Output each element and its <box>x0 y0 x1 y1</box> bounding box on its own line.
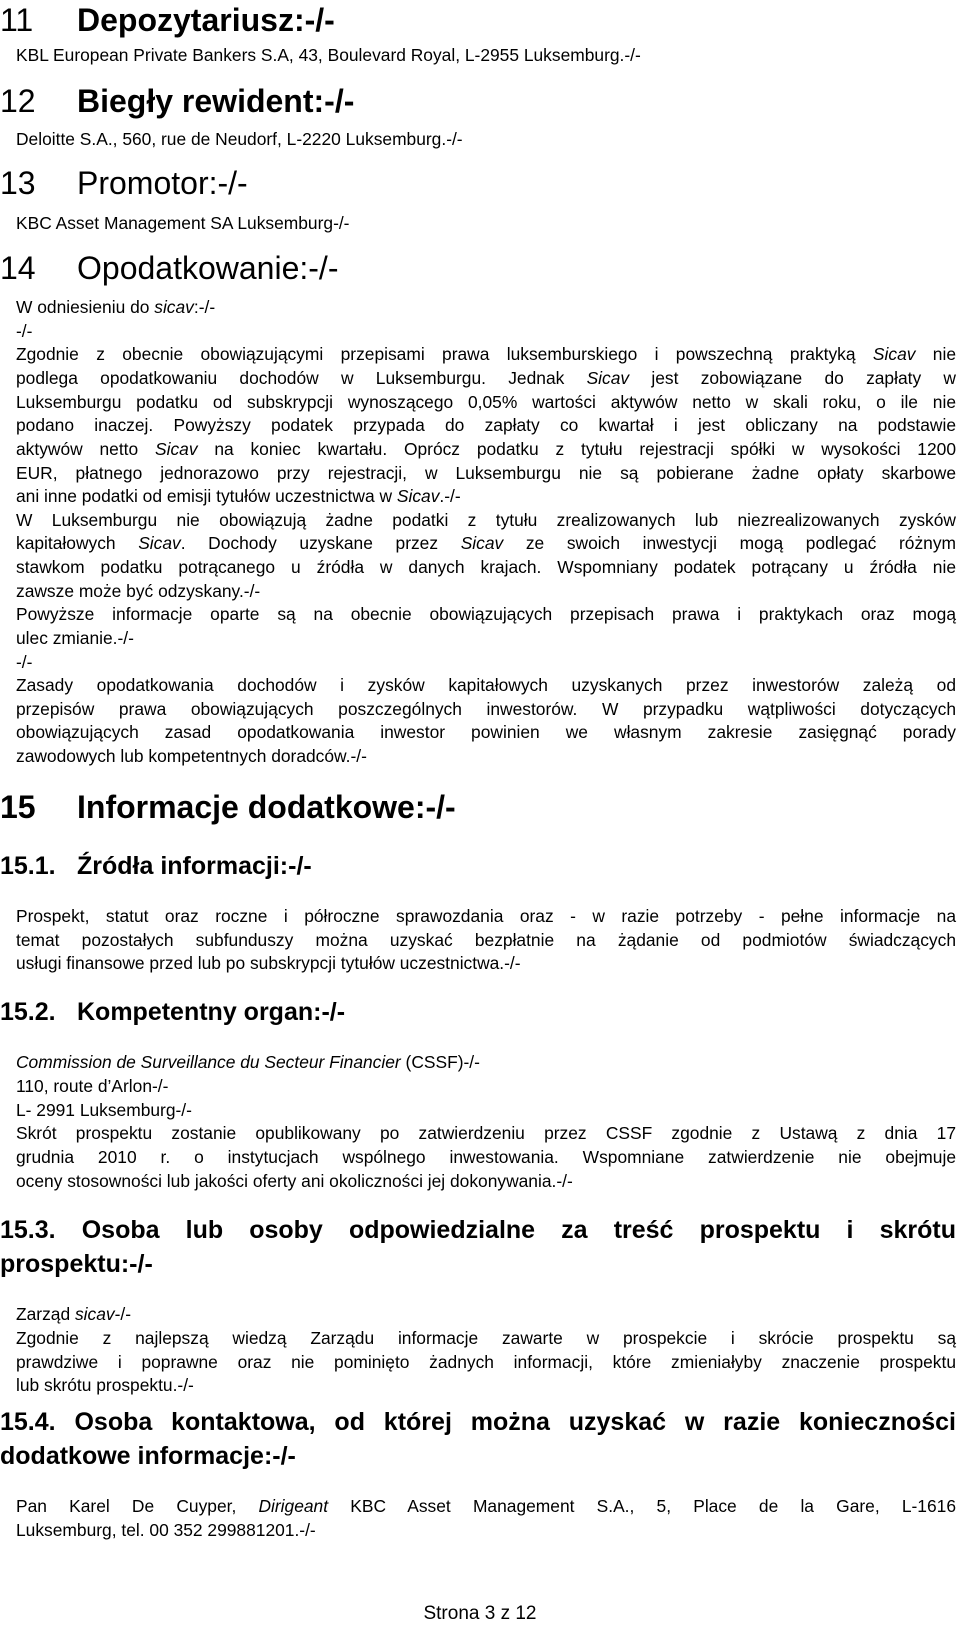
heading-osoby-odpowiedzialne-cont: prospektu:-/- <box>0 1250 153 1278</box>
paragraph-line: Zasady opodatkowania dochodów i zysków kapitałowych uzyskanych przez inwestorów zależą od <box>16 675 956 695</box>
opodatkowanie-intro: W odniesieniu do sicav:-/- <box>16 297 216 317</box>
paragraph-line: prawdziwe i poprawne oraz nie pominięto żadnych informacji, które zmieniałyby znaczenie prospektu <box>16 1352 956 1372</box>
paragraph-line: przepisów prawa obowiązujących poszczególnych inwestorów. W przypadku wątpliwości dotyczących <box>16 699 956 719</box>
heading-informacje-dodatkowe <box>0 789 456 825</box>
paragraph-line: Zarząd sicav-/- <box>16 1304 132 1324</box>
paragraph-line: Skrót prospektu zostanie opublikowany po zatwierdzeniu przez CSSF zgodnie z Ustawą z dnia 17 <box>16 1123 956 1143</box>
section-title: Źródła informacji:-/- <box>77 852 312 880</box>
section-title: Opodatkowanie:-/- <box>77 250 339 286</box>
paragraph-line: zawodowych lub kompetentnych doradców.-/- <box>16 746 367 766</box>
section-number: 13 <box>0 165 36 201</box>
section-number: 14 <box>0 250 36 286</box>
paragraph-line: podano inaczej. Powyższy podatek przypada do zapłaty co kwartał i jest obliczany na podstawie <box>16 415 956 435</box>
paragraph-line: ani inne podatki od emisji tytułów uczestnictwa w Sicav.-/- <box>16 486 461 506</box>
paragraph-line: Zgodnie z najlepszą wiedzą Zarządu informacje zawarte w prospekcie i skrócie prospektu są <box>16 1328 956 1348</box>
section-title: Biegły rewident:-/- <box>77 83 355 119</box>
biegly-rewident-body: Deloitte S.A., 560, rue de Neudorf, L-2220 Luksemburg.-/- <box>16 129 463 149</box>
paragraph-line: Commission de Surveillance du Secteur Financier (CSSF)-/- <box>16 1052 480 1072</box>
paragraph-line: usługi finansowe przed lub po subskrypcji tytułów uczestnictwa.-/- <box>16 953 521 973</box>
section-title: Osoba kontaktowa, od której można uzyskać w razie konieczności <box>74 1408 957 1436</box>
paragraph-line: Powyższe informacje oparte są na obecnie obowiązujących przepisach prawa i praktykach oraz mogą <box>16 604 956 624</box>
section-title: Osoba lub osoby odpowiedzialne za treść prospektu i skrótu <box>81 1216 956 1244</box>
heading-depozytariusz <box>0 2 335 38</box>
paragraph-line: 110, route d’Arlon-/- <box>16 1076 169 1096</box>
heading-opodatkowanie <box>0 250 338 286</box>
depozytariusz-body: KBL European Private Bankers S.A, 43, Boulevard Royal, L-2955 Luksemburg.-/- <box>16 45 641 65</box>
paragraph-line: stawkom podatku potrącanego u źródła w danych krajach. Wspomniany podatek potrącany u źródła nie <box>16 557 956 577</box>
section-title: Kompetentny organ:-/- <box>77 998 346 1026</box>
paragraph-line: L- 2991 Luksemburg-/- <box>16 1100 192 1120</box>
paragraph-line: oceny stosowności lub jakości oferty ani okoliczności jej dokonywania.-/- <box>16 1171 573 1191</box>
paragraph-line: Luksemburg, tel. 00 352 299881201.-/- <box>16 1520 316 1540</box>
section-number: 15.3. <box>0 1216 56 1244</box>
page-number-footer: Strona 3 z 12 <box>423 1603 537 1624</box>
heading-osoba-kontaktowa-cont: dodatkowe informacje:-/- <box>0 1442 296 1470</box>
paragraph-line: lub skrótu prospektu.-/- <box>16 1375 194 1395</box>
section-number: 12 <box>0 83 36 119</box>
section-number: 15 <box>0 789 36 825</box>
heading-promotor <box>0 165 248 201</box>
paragraph-line: temat pozostałych subfunduszy można uzyskać bezpłatnie na żądanie od podmiotów świadczących <box>16 930 956 950</box>
heading-kompetentny-organ <box>0 996 345 1028</box>
section-number: 15.4. <box>0 1408 56 1436</box>
section-title: Promotor:-/- <box>77 165 248 201</box>
heading-biegly-rewident <box>0 83 354 119</box>
heading-osoby-odpowiedzialne <box>0 1214 956 1246</box>
promotor-body: KBC Asset Management SA Luksemburg-/- <box>16 213 350 233</box>
section-number: 15.1. <box>0 852 56 880</box>
paragraph-line: grudnia 2010 r. o instytucjach wspólnego inwestowania. Wspomniane zatwierdzenie nie obejmuje <box>16 1147 956 1167</box>
paragraph-line: Luksemburgu podatku od subskrypcji wynoszącego 0,05% wartości aktywów netto w skali roku, o ile nie <box>16 392 956 412</box>
paragraph-line: Zgodnie z obecnie obowiązującymi przepisami prawa luksemburskiego i powszechną praktyką Sicav nie <box>16 344 956 364</box>
heading-osoba-kontaktowa <box>0 1406 956 1438</box>
section-number: 15.2. <box>0 998 56 1026</box>
paragraph-line: Pan Karel De Cuyper, Dirigeant KBC Asset Management S.A., 5, Place de la Gare, L-1616 <box>16 1496 956 1516</box>
paragraph-line: aktywów netto Sicav na koniec kwartału. Oprócz podatku z tytułu rejestracji spółki w wysokości 1200 <box>16 439 956 459</box>
heading-zrodla-informacji <box>0 850 312 882</box>
section-number: 11 <box>0 2 34 38</box>
paragraph-line: ulec zmianie.-/- <box>16 628 134 648</box>
section-title: Depozytariusz:-/- <box>77 2 335 38</box>
paragraph-line: zawsze może być odzyskany.-/- <box>16 581 261 601</box>
paragraph-line: EUR, płatnego jednorazowo przy rejestracji, w Luksemburgu nie są pobierane żadne opłaty skarbowe <box>16 463 956 483</box>
separator-text: -/- <box>16 321 33 341</box>
paragraph-line: Prospekt, statut oraz roczne i półroczne sprawozdania oraz - w razie potrzeby - pełne informacje na <box>16 906 956 926</box>
paragraph-line: W Luksemburgu nie obowiązują żadne podatki z tytułu zrealizowanych lub niezrealizowanych zysków <box>16 510 956 530</box>
separator-text: -/- <box>16 652 33 672</box>
section-title: Informacje dodatkowe:-/- <box>77 789 456 825</box>
paragraph-line: kapitałowych Sicav. Dochody uzyskane przez Sicav ze swoich inwestycji mogą podlegać różnym <box>16 533 956 553</box>
paragraph-line: obowiązujących zasad opodatkowania inwestor powinien we własnym zakresie zasięgnąć porady <box>16 722 956 742</box>
paragraph-line: podlega opodatkowaniu dochodów w Luksemburgu. Jednak Sicav jest zobowiązane do zapłaty w <box>16 368 956 388</box>
